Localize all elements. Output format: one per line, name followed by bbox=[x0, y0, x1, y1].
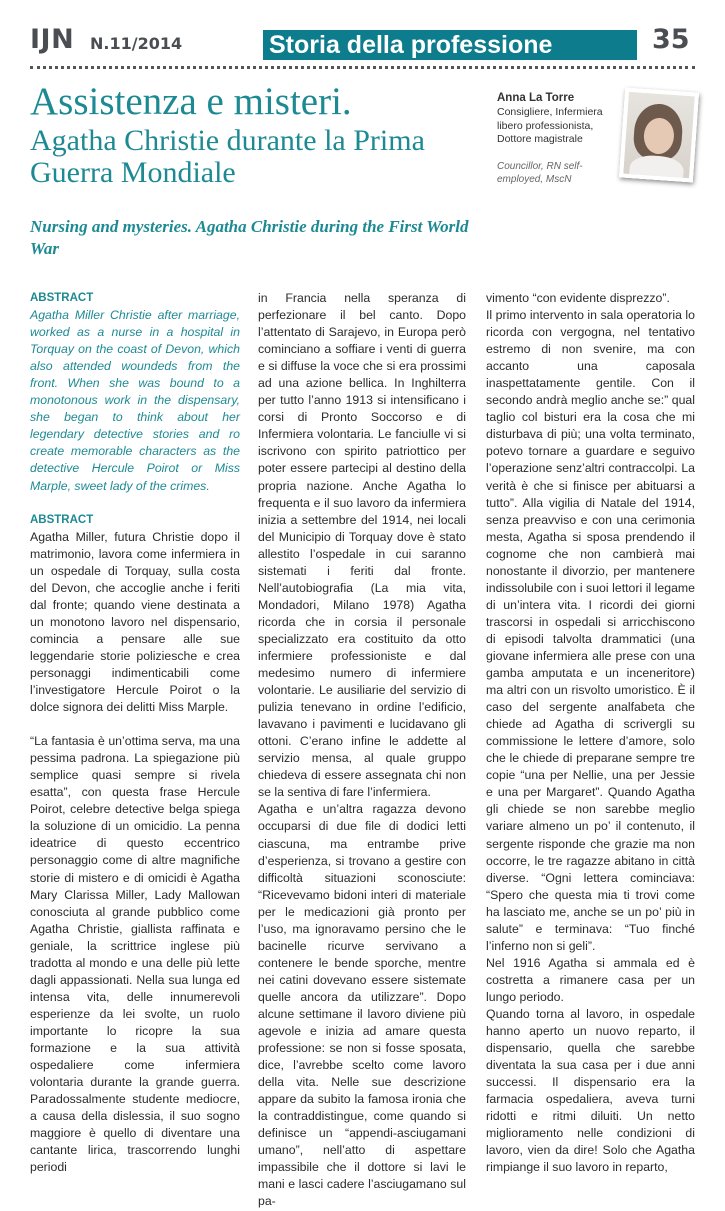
journal-logo: IJN bbox=[30, 24, 75, 55]
author-role-it: Consigliere, Infermiera libero professionista, Dottore magistrale bbox=[497, 105, 603, 146]
body-paragraph: Agatha e un’altra ragazza devono occuparsi di due file di dodici letti ciascuna, ma entrambe prive d’esperienza, si trovano a gestire con difficoltà situazioni sconosciute: “Ricevevamo bidoni interi di materiale per le medicazioni già pronto per l’uso, ma ignoravamo persino che le bacinelle ricurve servivano a contenere le bende sporche, mentre nei catini dovevano essere sistemate quelle ancora da utilizzare”. Dopo alcune settimane il lavoro diviene più agevole e inizia ad amare questa professione: se non si fosse sposata, dice, l’avrebbe scelto come lavoro della vita. Nelle sue descrizione appare da subito la famosa ironia che la contraddistingue, come quando si definisce un “appendi-asciugamani umano”, nell’atto di aspettare impassibile che il dottore si lavi le mani e lasci cadere l’asciugamano sul pa- bbox=[258, 802, 466, 1209]
photo-body bbox=[629, 154, 685, 182]
body-paragraph: Nel 1916 Agatha si ammala ed è costretta a rimanere casa per un lungo periodo. bbox=[486, 955, 695, 1004]
author-info bbox=[497, 91, 617, 187]
body-paragraph: in Francia nella speranza di perfezionare il bel canto. Dopo l’attentato di Sarajevo, in Europa però cominciano a soffiare i venti di guerra e si diffuse la voce che si era prossimi ad una azione bellica. In Inghilterra per tutto l’anno 1913 si intensificano i corsi di Pronto Soccorso e di Infermiera volontaria. Le fanciulle vi si iscrivono con spirito patriottico per poter essere partecipi al destino della propria nazione. Anche Agatha lo frequenta e il suo lavoro da infermiera inizia a settembre del 1914, nei locali del Municipio di Torquay dove è stato allestito l’ospedale in cui saranno sistemati i feriti dal fronte. Nell’autobiografia (La mia vita, Mondadori, Milano 1978) Agatha ricorda che in corsia il personale specializzato era costituito da otto infermiere professioniste e dal medesimo numero di infermiere volontarie. Le ausiliarie del servizio di pulizia tenevano in ordine l’edificio, lavavano i pavimenti e lucidavano gli ottoni. C’erano infine le addette al servizio mensa, al quale gruppo chiedeva di essere assegnata chi non se la sentiva di fare l’infermiera. bbox=[258, 291, 466, 800]
body-paragraph: “La fantasia è un’ottima serva, ma una pessima padrona. La spiegazione più semplice quasi sempre si rivela esatta”, con questa frase Hercule Poirot, celebre detective belga spiega la soluzione di un omicidio. La penna ideatrice di questo eccentrico personaggio come di altre magnifiche storie di mistero e di omicidi è Agatha Mary Clarissa Miller, Lady Mallowan conosciuta al grande pubblico come Agatha Christie, giallista raffinata e geniale, la scrittrice inglese più tradotta al mondo e una delle più lette dagli appassionati. Nella sua lunga ed intensa vita, delle innumerevoli esperienze da lei svolte, un ruolo importante lo ricopre la sua formazione e la sua attività ospedaliere come infermiera volontaria durante la grande guerra. Paradossalmente studente mediocre, a causa della dislessia, il suo sogno maggiore è quello di diventare una cantante lirica, trascorrendo lunghi periodi bbox=[30, 734, 240, 1175]
abstract-it-heading: ABSTRACT bbox=[30, 513, 94, 526]
article-title bbox=[30, 82, 480, 188]
author-role-en: Councillor, RN self-employed, MscN bbox=[497, 160, 583, 186]
author-photo bbox=[619, 88, 699, 183]
section-title: Storia della professione bbox=[263, 30, 637, 60]
title-line-1: Assistenza e misteri. bbox=[30, 80, 352, 123]
author-name: Anna La Torre bbox=[497, 92, 575, 104]
column-2 bbox=[258, 290, 466, 1211]
title-line-2: Agatha Christie durante la Prima Guerra Mondiale bbox=[30, 124, 425, 189]
body-paragraph: vimento “con evidente disprezzo”. bbox=[486, 291, 670, 305]
column-1 bbox=[30, 290, 240, 1176]
abstract-en-text: Agatha Miller Christie after marriage, worked as a nurse in a hospital in Torquay on the coast of Devon, which also attended woundeds from the front. When she was bound to a monotonous work in the dispensary, she began to think about her legendary detective stories and ro create memorable characters as the detective Hercule Poirot or Miss Marple, sweet lady of the crimes. bbox=[30, 308, 240, 493]
abstract-en-heading: ABSTRACT bbox=[30, 292, 94, 304]
english-title: Nursing and mysteries. Agatha Christie during the First World War bbox=[30, 217, 469, 259]
body-paragraph: Il primo intervento in sala operatoria lo ricorda con vergogna, nel tentativo estremo di non svenire, ma con accanto una caposala inaspettatamente gentile. Con il secondo andrà meglio anche se:” qual taglio col bisturi era la cosa che mi disturbava di più; una volta terminato, potevo tornare a guardare e seguivo l’operazione senz’altri contraccolpi. La verità è che si finisce per abituarsi a tutto”. Alla vigilia di Natale del 1914, senza preavviso e con una cerimonia mesta, Agatha si sposa prendendo il cognome che non cambierà mai nonostante il divorzio, per mantenere indissolubile con i suoi lettori il legame di un’intera vita. I ricordi dei giorni trascorsi in ospedali si arricchiscono di episodi talvolta drammatici (una giovane infermiera alle prese con una gamba amputata e un inceneritore) ma altri con un risvolto umoristico. È il caso del sergente analfabeta che chiede ad Agatha di scrivergli su commissione le lettere d’amore, solo che le chiede di preparane sempre tre copie “una per Nellie, una per Jessie e una per Margaret”. Quando Agatha gli chiede se non sarebbe meglio variare almeno un po’ il contenuto, il sergente risponde che grazie ma non occorre, le tre ragazze abitano in città diverse. “Ogni lettera cominciava: “Spero che questa mia ti trovi come ha lasciato me, anche se un po’ più in salute” e terminava: “Tuo finché l’inferno non si geli”. bbox=[486, 308, 695, 953]
abstract-it-text: Agatha Miller, futura Christie dopo il matrimonio, lavora come infermiera in un ospedale di Torquay, sulla costa del Devon, che accoglie anche i feriti dal fronte; quando viene destinata a un monotono lavoro nel dispensario, comincia a pensare alle sue leggendarie storie poliziesche e crea personaggi indimenticabili come l’investigatore Hercule Poirot o la dolce signora dei delitti Miss Marple. bbox=[30, 529, 240, 715]
body-paragraph: Quando torna al lavoro, in ospedale hanno aperto un nuovo reparto, il dispensario, quella che sarebbe diventata la sua casa per i due anni successi. Il dispensario era la farmacia ospedaliera, aveva turni ridotti e ritmi diluiti. Un netto miglioramento nelle condizioni di lavoro, vien da dire! Solo che Agatha rimpiange il suo lavoro in reparto, bbox=[486, 1006, 695, 1175]
column-3 bbox=[486, 290, 695, 1176]
issue-number: N.11/2014 bbox=[90, 34, 183, 53]
dotted-divider bbox=[30, 66, 695, 69]
page-number: 35 bbox=[652, 24, 690, 55]
